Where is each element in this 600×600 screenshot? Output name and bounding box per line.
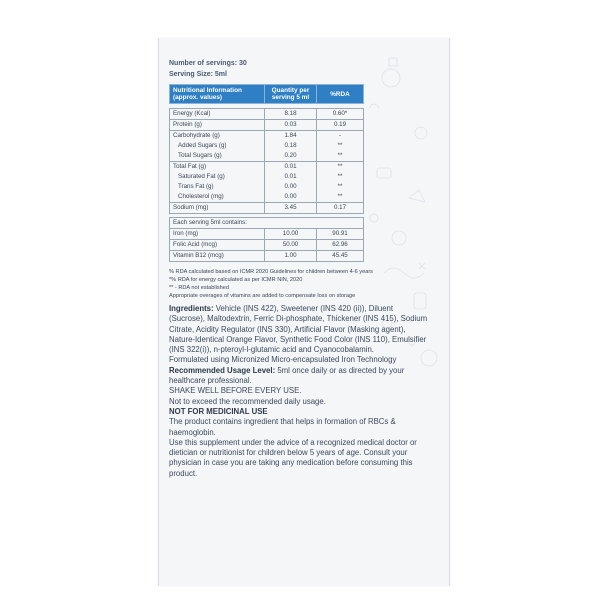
footnote-overages: Appropriate overages of vitamins are added to compensate loss on storage <box>169 293 356 299</box>
contains-statement: The product contains ingredient that helps in formation of RBCs & haemoglobin. <box>169 417 396 437</box>
table-row: Carbohydrate (g) 1.84 - <box>170 131 364 142</box>
nutrition-table <box>169 84 364 262</box>
footnote-energy: *% RDA for energy calculated as per ICMR NIN, 2020 <box>169 277 303 283</box>
label-body-text <box>169 304 429 479</box>
product-label-panel <box>158 38 450 586</box>
table-row: Cholesterol (mg) 0.00 ** <box>170 192 364 203</box>
advice-statement: Use this supplement under the advice of a recognized medical doctor or dietician or nutritionist for children below 5 years of age. Consult your physician in case you are taking any medication before consuming this product. <box>169 437 417 478</box>
shake-warning: SHAKE WELL BEFORE EVERY USE. <box>169 386 302 396</box>
table-row: Sodium (mg) 3.45 0.17 <box>170 203 364 214</box>
table-row: Total Sugars (g) 0.20 ** <box>170 151 364 162</box>
table-row: Protein (g) 0.03 0.19 <box>170 120 364 131</box>
usage-text: 5ml once daily or as directed by your healthcare professional. <box>169 365 405 386</box>
serving-size: Serving Size: 5ml <box>169 71 227 78</box>
label-content <box>169 58 429 479</box>
table-header-row <box>170 85 364 104</box>
header-rda: %RDA <box>317 85 364 104</box>
footnote-rda: % RDA calculated based on ICMR 2020 Guidelines for children between 4-6 years <box>169 269 373 275</box>
footnotes <box>169 268 429 300</box>
usage-label: Recommended Usage Level: <box>169 365 276 375</box>
table-row: Folic Acid (mcg) 50.00 62.96 <box>170 240 364 251</box>
table-row: Added Sugars (g) 0.18 ** <box>170 141 364 151</box>
header-quantity: Quantity per serving 5 ml <box>265 85 317 104</box>
header-nutritional-info: Nutritional Information (approx. values) <box>170 85 265 104</box>
table-row: Vitamin B12 (mcg) 1.00 45.45 <box>170 251 364 262</box>
ingredients-label: Ingredients: <box>169 304 214 313</box>
footnote-not-established: ** - RDA not established <box>169 285 230 291</box>
table-row: Saturated Fat (g) 0.01 ** <box>170 172 364 182</box>
not-exceed-warning: Not to exceed the recommended daily usage. <box>169 396 326 406</box>
ingredients-text: Vehicle (INS 422), Sweetener (INS 420 (ii)), Diluent (Sucrose), Maltodextrin, Ferric Di-phosphate, Thickener (INS 415), Sodium Citrate, Acidity Regulator (INS 330), Artificial Flavor (Masking agent), Nature-Identical Orange Flavor, Synthetic Food Color (INS 110), Emulsifier (INS 322(i)), n-pteroyl-l-glutamic acid and Cyanocobalamin. <box>169 304 428 355</box>
table-row: Energy (Kcal) 8.18 0.60* <box>170 109 364 120</box>
usage-paragraph <box>169 366 429 387</box>
table-row: Iron (mg) 10.00 90.91 <box>170 229 364 240</box>
table-row: Total Fat (g) 0.01 ** <box>170 162 364 173</box>
not-medicinal-warning: NOT FOR MEDICINAL USE <box>169 406 268 416</box>
table-section-row: Each serving 5ml contains: <box>170 218 364 229</box>
number-of-servings: Number of servings: 30 <box>169 60 247 67</box>
table-row: Trans Fat (g) 0.00 ** <box>170 182 364 192</box>
ingredients-paragraph <box>169 304 429 355</box>
formulated-note: Formulated using Micronized Micro-encapsulated Iron Technology <box>169 355 397 365</box>
